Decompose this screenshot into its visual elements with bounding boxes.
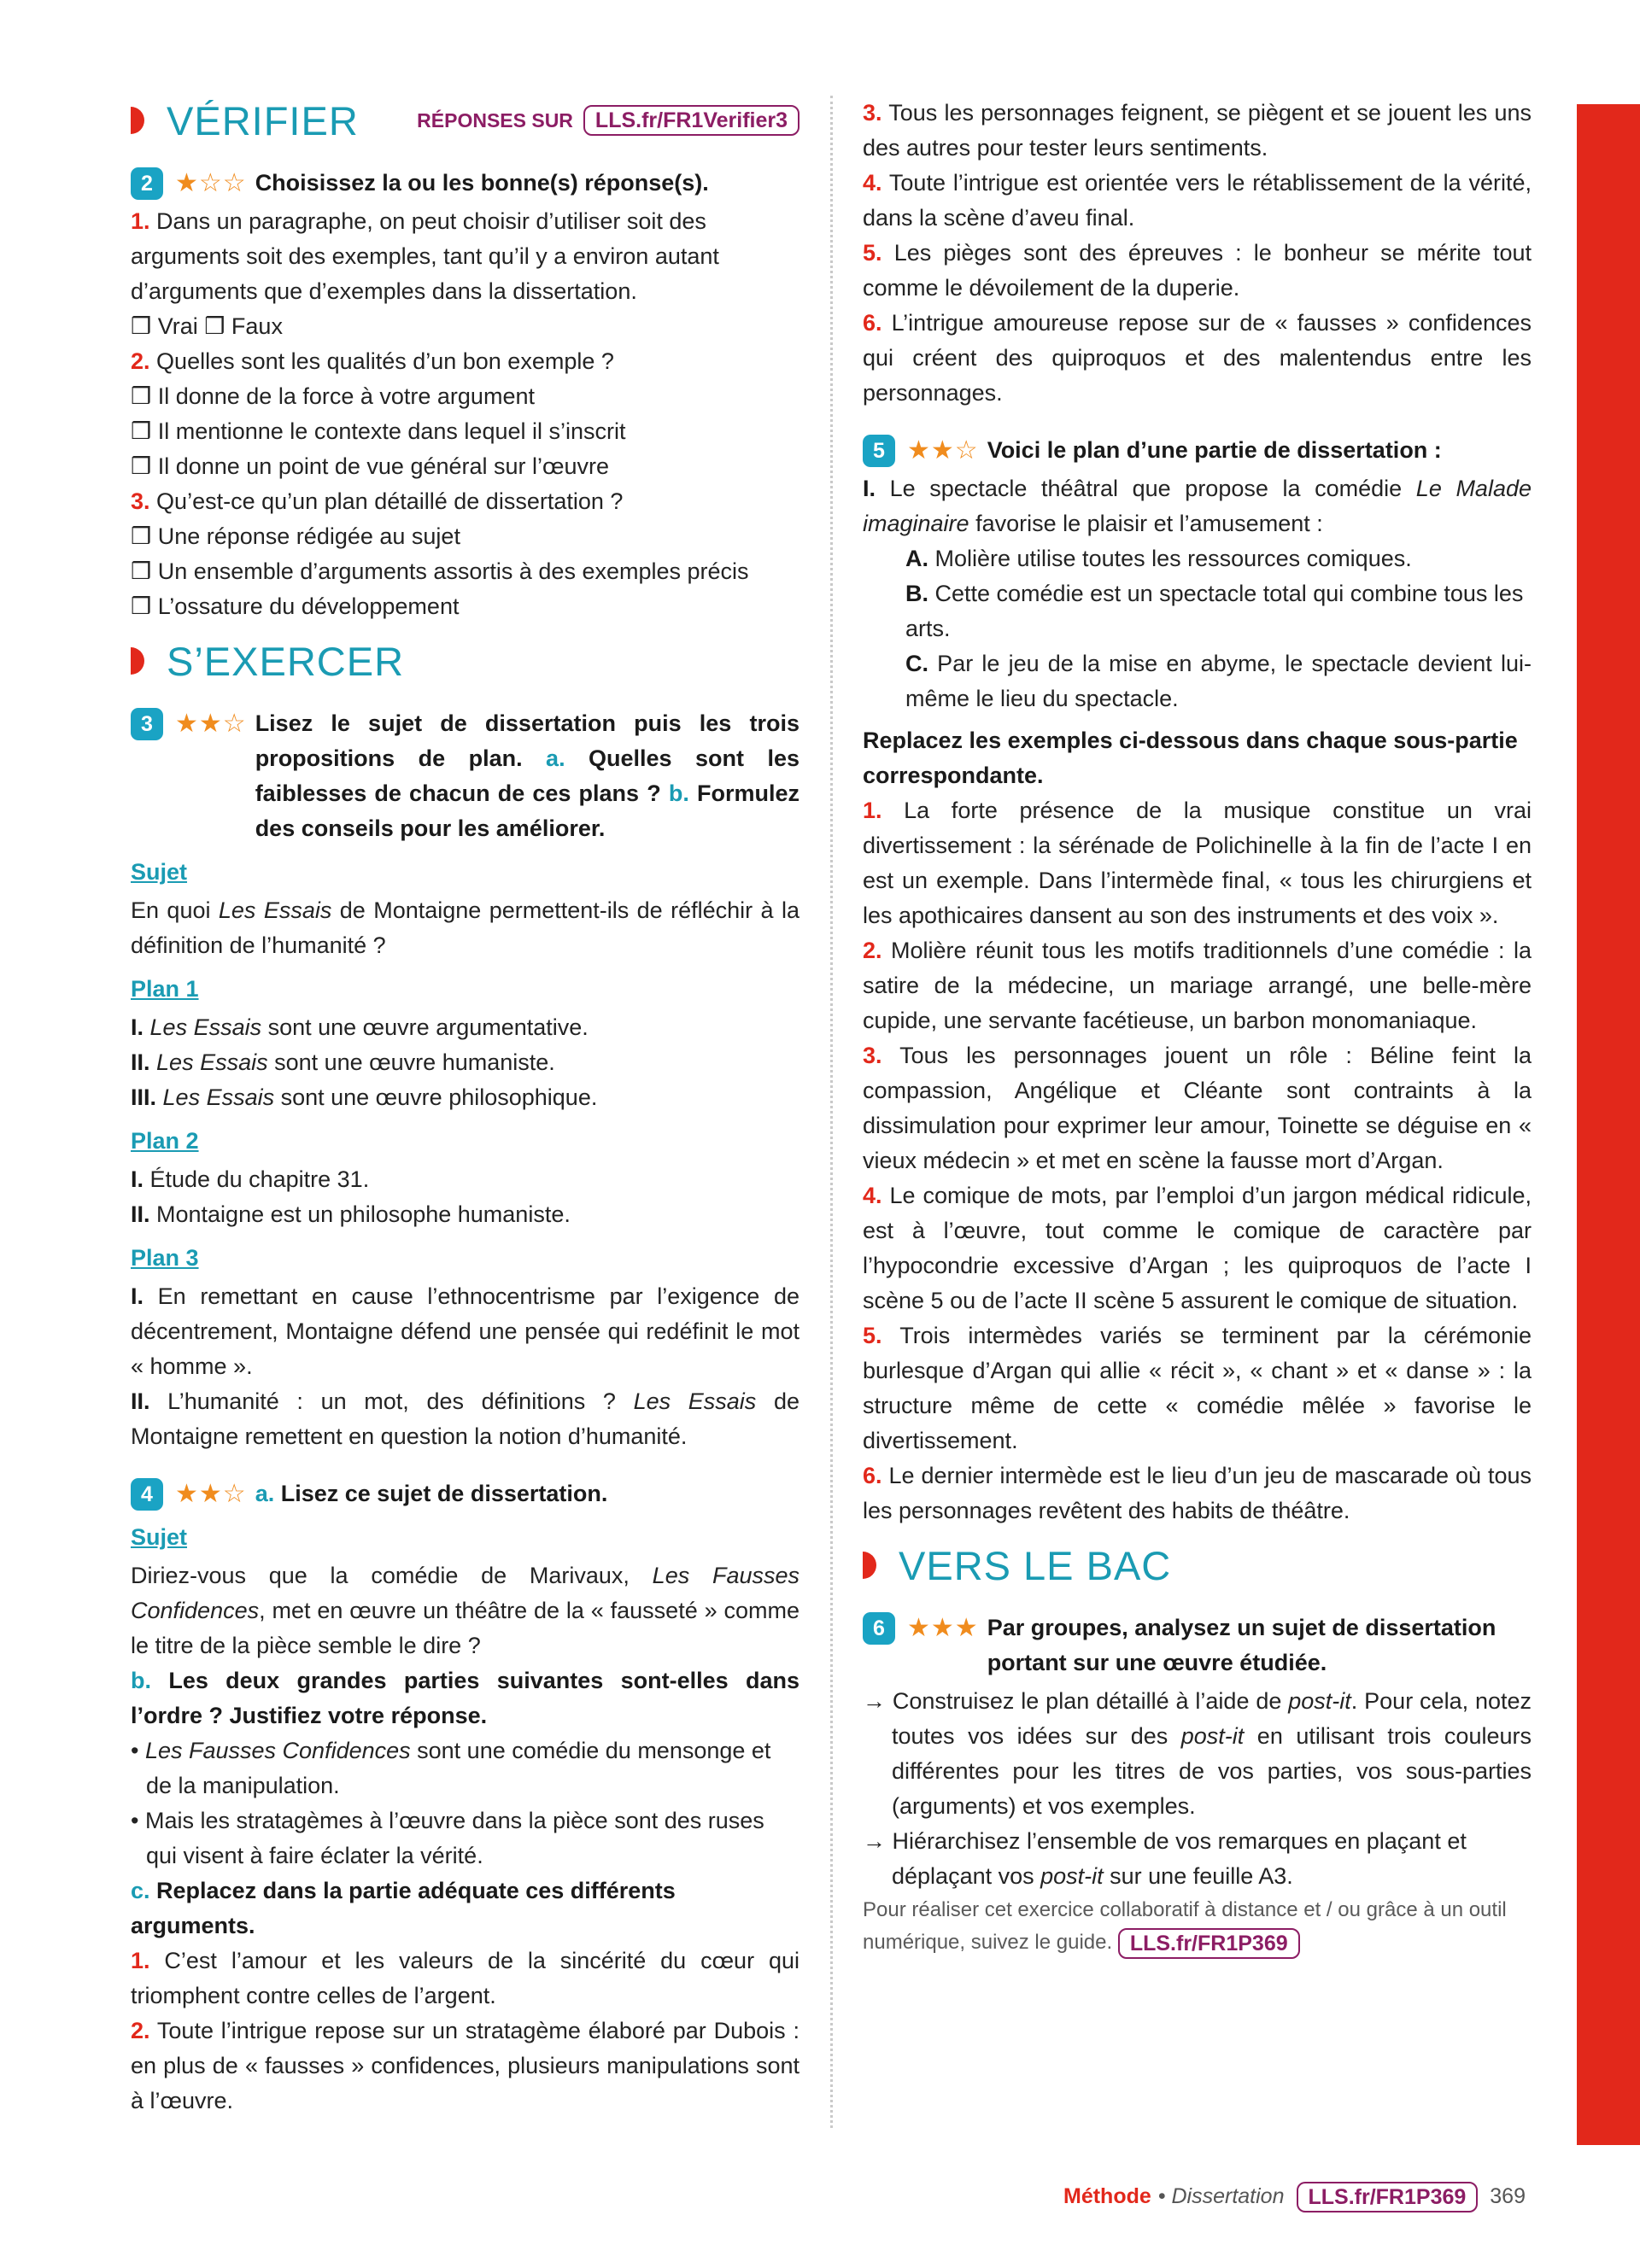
plan-line: II. Montaigne est un philosophe humaniste. — [131, 1201, 571, 1227]
question-number: 2. — [131, 348, 150, 374]
question-text: Qu’est-ce qu’un plan détaillé de dissertation ? — [156, 488, 624, 514]
example-item: 6. Le dernier intermède est le lieu d’un jeu de mascarade où tous les personnages revêtent des habits de théâtre. — [863, 1463, 1532, 1523]
exercise-number-badge: 4 — [131, 1478, 163, 1511]
sujet-text: Diriez-vous que la comédie de Marivaux, Les Fausses Confidences, met en œuvre un théâtre de la « fausseté » comme le titre de la pièce semble le dire ? — [131, 1563, 800, 1658]
checkbox-option[interactable]: ❒ Il mentionne le contexte dans lequel il s’inscrit — [131, 418, 626, 444]
plan-line: II. Les Essais sont une œuvre humaniste. — [131, 1049, 555, 1075]
plan-line: III. Les Essais sont une œuvre philosophique. — [131, 1084, 598, 1110]
exercise-header — [131, 166, 800, 201]
answers-ref — [417, 103, 800, 138]
example-item: 4. Le comique de mots, par l’emploi d’un jargon médical ridicule, est à l’œuvre, tout comme le comique de caractère par l’hypocondrie excessive d’Argan ; les quiproquos de l’acte I scène 5 ou de l’acte II scène 5 assurent le comique de situation. — [863, 1183, 1532, 1313]
plan-part: I. Le spectacle théâtral que propose la comédie Le Malade imaginaire favorise le plaisir et l’amusement : — [863, 476, 1532, 536]
footer-link[interactable]: LLS.fr/FR1P369 — [1297, 2182, 1479, 2212]
question-b: b. Les deux grandes parties suivantes sont-elles dans l’ordre ? Justifiez votre réponse. — [131, 1668, 800, 1728]
section-marker-icon — [131, 107, 144, 134]
sujet-heading: Sujet — [131, 859, 188, 885]
example-item: 3. Tous les personnages jouent un rôle : Béline feint la compassion, Angélique et Cléante sont contraints à la dissimulation pour exprimer leur amour, Toinette se déguise en « vieux médecin » et met en scène la fausse mort d’Argan. — [863, 1043, 1532, 1173]
plan-line: II. L’humanité : un mot, des définitions ? Les Essais de Montaigne remettent en question la notion d’humanité. — [131, 1388, 800, 1449]
example-item: 5. Trois intermèdes variés se terminent par la cérémonie burlesque d’Argan qui allie « récit », « chant » et « danse » : la structure même de cette « comédie mêlée » favorise le divertissement. — [863, 1323, 1532, 1453]
section-marker-icon — [131, 647, 144, 675]
side-color-bar — [1577, 104, 1640, 2145]
argument-item: 4. Toute l’intrigue est orientée vers le rétablissement de la vérité, dans la scène d’aveu final. — [863, 170, 1532, 231]
exercise-header — [863, 1610, 1532, 1681]
exercise-number-badge: 5 — [863, 435, 895, 467]
question-3 — [131, 484, 800, 519]
exercise-header — [131, 706, 800, 846]
left-column — [131, 96, 800, 2119]
question-number: 1. — [131, 208, 150, 234]
difficulty-stars-icon: ★★☆ — [907, 436, 979, 465]
exercise-title: Choisissez la ou les bonne(s) réponse(s). — [255, 170, 709, 196]
bullet-item: • Mais les stratagèmes à l’œuvre dans la pièce sont des ruses qui visent à faire éclater la vérité. — [131, 1808, 764, 1868]
plan-2-heading: Plan 2 — [131, 1128, 199, 1154]
page-number: 369 — [1490, 2184, 1526, 2208]
question-1 — [131, 204, 800, 309]
answers-link[interactable]: LLS.fr/FR1Verifier3 — [583, 105, 800, 136]
argument-item: 5. Les pièges sont des épreuves : le bonheur se mérite tout comme le dévoilement de la duperie. — [863, 240, 1532, 301]
bullet-item: • Les Fausses Confidences sont une comédie du mensonge et de la manipulation. — [131, 1738, 771, 1798]
checkbox-option[interactable]: ❒ Un ensemble d’arguments assortis à des exemples précis — [131, 558, 749, 584]
exercise-number-badge: 6 — [863, 1612, 895, 1645]
section-title: VÉRIFIER — [167, 97, 359, 143]
plan-subpart: B. Cette comédie est un spectacle total qui combine tous les arts. — [905, 581, 1524, 641]
plan-1-heading: Plan 1 — [131, 976, 199, 1002]
exercise-title: a. Lisez ce sujet de dissertation. — [255, 1481, 608, 1506]
guide-link[interactable]: LLS.fr/FR1P369 — [1118, 1928, 1300, 1959]
checkbox-option[interactable]: ❒ Il donne un point de vue général sur l’œuvre — [131, 453, 610, 479]
exercise-number-badge: 3 — [131, 708, 163, 740]
right-column — [863, 96, 1532, 1959]
difficulty-stars-icon: ★☆☆ — [175, 169, 247, 197]
page-footer — [1063, 2179, 1526, 2214]
example-item: 2. Molière réunit tous les motifs traditionnels d’une comédie : la satire de la médecine, un mariage arrangé, une belle-mère cupide, une servante facétieuse, un barbon monomaniaque. — [863, 938, 1532, 1033]
footer-method: Méthode — [1063, 2184, 1151, 2208]
exercise-header — [863, 433, 1532, 468]
exercise-header — [131, 1476, 800, 1511]
instruction-arrow-item: → Hiérarchisez l’ensemble de vos remarques en plaçant et déplaçant vos post-it sur une feuille A3. — [863, 1828, 1467, 1889]
instruction-arrow-item: → Construisez le plan détaillé à l’aide de post-it. Pour cela, notez toutes vos idées sur des post-it en utilisant trois couleurs différentes pour les titres de vos parties, vos sous-parties (arguments) et vos exemples. — [863, 1688, 1532, 1819]
exercise-number-badge: 2 — [131, 167, 163, 200]
difficulty-stars-icon: ★★☆ — [175, 1480, 247, 1508]
question-text: Quelles sont les qualités d’un bon exemple ? — [156, 348, 614, 374]
argument-item: 6. L’intrigue amoureuse repose sur de « fausses » confidences qui créent des quiproquos et des malentendus entre les personnages. — [863, 310, 1532, 406]
question-number: 3. — [131, 488, 150, 514]
collab-note: Pour réaliser cet exercice collaboratif à distance et / ou grâce à un outil numérique, suivez le guide. LLS.fr/FR1P369 — [863, 1894, 1532, 1959]
plan-subpart: C. Par le jeu de la mise en abyme, le spectacle devient lui-même le lieu du spectacle. — [905, 651, 1532, 711]
argument-item: 2. Toute l’intrigue repose sur un stratagème élaboré par Dubois : en plus de « fausses » confidences, plusieurs manipulations sont à l’œuvre. — [131, 2018, 800, 2113]
footer-sub: • Dissertation — [1157, 2184, 1285, 2208]
sujet-text: En quoi Les Essais de Montaigne permettent-ils de réfléchir à la définition de l’humanité ? — [131, 897, 800, 958]
section-sexercer-header — [131, 636, 800, 686]
difficulty-stars-icon: ★★☆ — [175, 710, 247, 738]
exercise-title: Lisez le sujet de dissertation puis les trois propositions de plan. a. Quelles sont les faiblesses de chacun de ces plans ? b. Formulez des conseils pour les améliorer. — [255, 710, 800, 841]
checkbox-option[interactable]: ❒ L’ossature du développement — [131, 593, 460, 619]
column-divider — [830, 96, 833, 2128]
checkbox-option[interactable]: ❒ Vrai ❒ Faux — [131, 313, 283, 339]
checkbox-option[interactable]: ❒ Une réponse rédigée au sujet — [131, 523, 460, 549]
plan-line: I. Les Essais sont une œuvre argumentative. — [131, 1014, 589, 1040]
difficulty-stars-icon: ★★★ — [907, 1614, 979, 1642]
plan-line: I. En remettant en cause l’ethnocentrisme par l’exigence de décentrement, Montaigne défend une pensée qui redéfinit le mot « homme ». — [131, 1283, 800, 1379]
section-verifier-header — [131, 96, 800, 145]
plan-subpart: A. Molière utilise toutes les ressources comiques. — [905, 546, 1412, 571]
question-2 — [131, 344, 800, 379]
answers-label: RÉPONSES SUR — [417, 108, 573, 132]
section-title: S’EXERCER — [167, 638, 405, 684]
exercise-3 — [131, 706, 800, 1454]
exercise-4 — [131, 1476, 800, 2119]
section-title: VERS LE BAC — [899, 1542, 1172, 1588]
exercise-2 — [131, 166, 800, 624]
section-marker-icon — [863, 1552, 876, 1579]
argument-item: 3. Tous les personnages feignent, se piègent et se jouent les uns des autres pour tester leurs sentiments. — [863, 100, 1532, 161]
question-text: Dans un paragraphe, on peut choisir d’utiliser soit des arguments soit des exemples, tant qu’il y a environ autant d’arguments que d’exemples dans la dissertation. — [131, 208, 719, 304]
instruction: Replacez les exemples ci-dessous dans chaque sous-partie correspondante. — [863, 728, 1518, 788]
checkbox-option[interactable]: ❒ Il donne de la force à votre argument — [131, 383, 535, 409]
example-item: 1. La forte présence de la musique constitue un vrai divertissement : la sérénade de Polichinelle à la fin de l’acte I en est un exemple. Dans l’intermède final, « tous les chirurgiens et les apothicaires dansent au son des instruments et des voix ». — [863, 798, 1532, 928]
argument-item: 1. C’est l’amour et les valeurs de la sincérité du cœur qui triomphent contre celles de l’argent. — [131, 1948, 800, 2008]
exercise-title: Voici le plan d’une partie de dissertation : — [987, 437, 1442, 463]
plan-3-heading: Plan 3 — [131, 1245, 199, 1271]
sujet-heading: Sujet — [131, 1524, 188, 1550]
exercise-title: Par groupes, analysez un sujet de dissertation portant sur une œuvre étudiée. — [987, 1615, 1496, 1675]
exercise-5 — [863, 433, 1532, 1529]
exercise-6 — [863, 1610, 1532, 1959]
section-bac-header — [863, 1540, 1532, 1590]
plan-line: I. Étude du chapitre 31. — [131, 1166, 370, 1192]
question-c: c. Replacez dans la partie adéquate ces différents arguments. — [131, 1878, 676, 1938]
